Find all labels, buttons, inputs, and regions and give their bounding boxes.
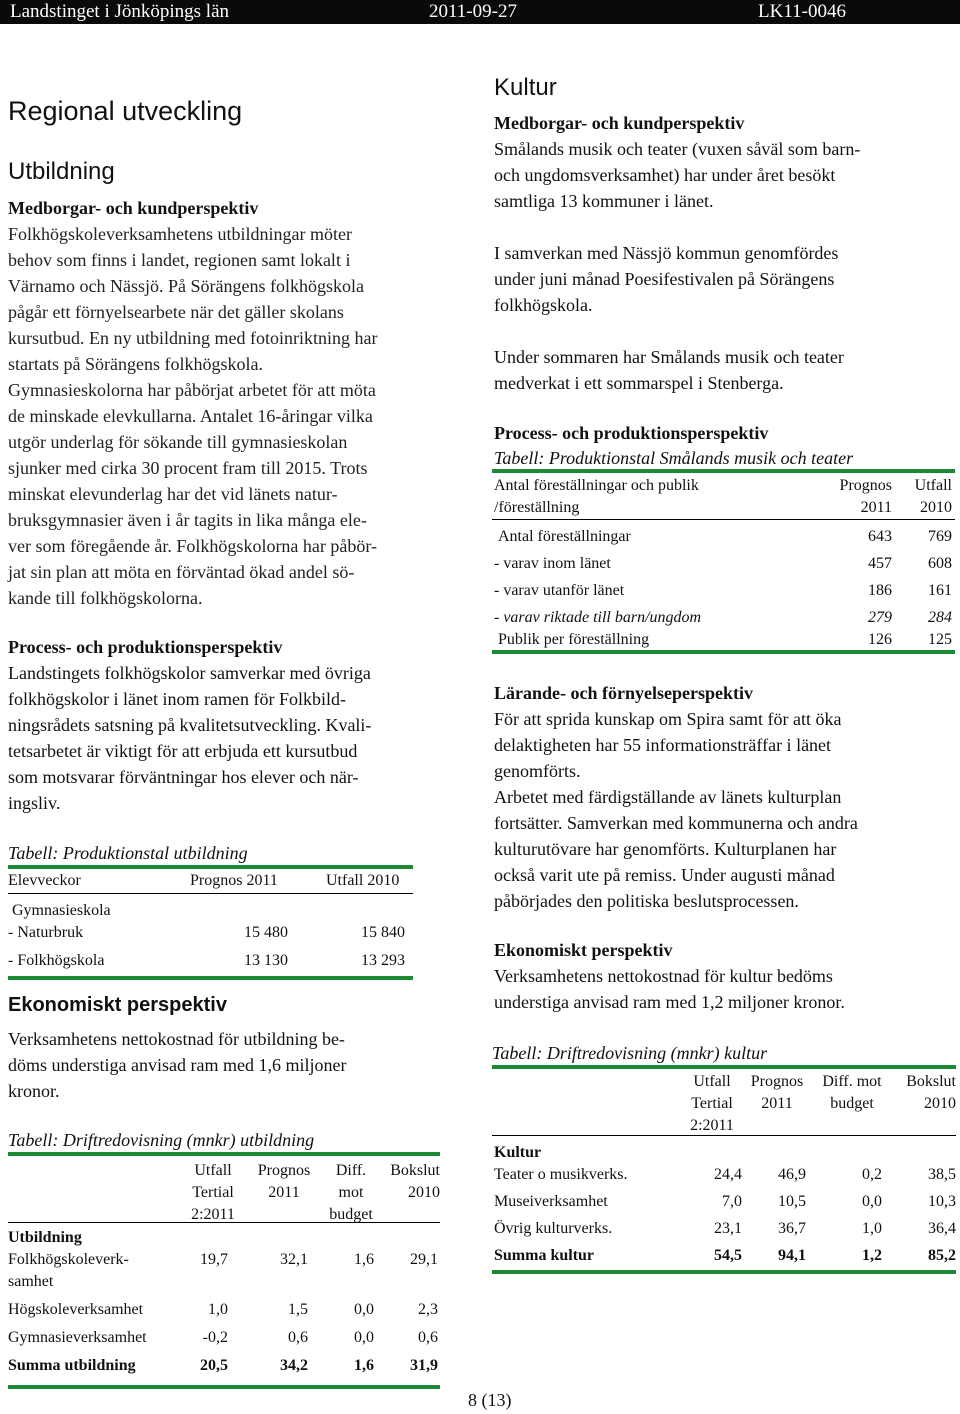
header-line: Diff. [335, 1162, 367, 1179]
table-cell: 0,6 [418, 1329, 438, 1346]
table-title: Tabell: Produktionstal Smålands musik och teater [494, 448, 854, 468]
table-sum-label: Summa kultur [494, 1247, 595, 1264]
header-line: mot [338, 1184, 364, 1201]
column-header [380, 1160, 440, 1204]
subheading-economic-perspective: Ekonomiskt perspektiv [8, 994, 227, 1016]
header-reference: LK11-0046 [758, 1, 846, 22]
subheading-economic-perspective: Ekonomiskt perspektiv [494, 940, 673, 960]
table-title: Tabell: Driftredovisning (mnkr) kultur [492, 1043, 768, 1063]
text-line: de minskade elevkullarna. Antalet 16-åringar vilka [8, 406, 373, 426]
text-line: under juni månad Poesifestivalen på Sörängens [494, 269, 835, 289]
culture-process-block [494, 420, 956, 470]
table-cell: 85,2 [928, 1247, 956, 1264]
table-cell: 46,9 [778, 1166, 806, 1183]
table-cell: 1,5 [288, 1301, 308, 1318]
header-line: budget [329, 1206, 373, 1223]
header-line: 2010 [920, 499, 952, 516]
table-cell: 284 [928, 609, 952, 626]
text-line: Arbetet med färdigställande av länets kulturplan [494, 787, 842, 807]
table-row-label: - varav utanför länet [494, 582, 625, 599]
column-header [253, 1160, 315, 1204]
text-line: som motsvarar förväntningar hos elever och när- [8, 767, 359, 787]
table-row-label: Museiverksamhet [494, 1193, 608, 1210]
table-cell: 38,5 [928, 1166, 956, 1183]
header-line: 2:2011 [191, 1206, 235, 1223]
table-body [8, 894, 413, 976]
table-group-label: Kultur [494, 1144, 542, 1161]
education-process-block [8, 634, 468, 816]
subheading-learning-perspective: Lärande- och förnyelseperspektiv [494, 683, 753, 703]
header-organization: Landstinget i Jönköpings län [10, 1, 230, 22]
text-line: ingsliv. [8, 793, 61, 813]
table-cell: 20,5 [200, 1357, 228, 1374]
table-row-label: - Naturbruk [8, 924, 84, 941]
text-line: ningsrådets satsning på kvalitetsutveckling. Kvali- [8, 715, 372, 735]
education-operating-table [8, 1128, 440, 1389]
table-rule [8, 1385, 440, 1389]
table-group-label: Gymnasieskola [12, 902, 111, 919]
text-line: folkhögskolor i länet inom ramen för Folkbild- [8, 689, 346, 709]
text-line: startats på Sörängens folkhögskola. [8, 354, 263, 374]
column-header [892, 1071, 956, 1115]
table-row-label: - varav inom länet [494, 555, 611, 572]
table-cell: 1,6 [354, 1251, 374, 1268]
text-line: I samverkan med Nässjö kommun genomfördes [494, 243, 839, 263]
education-citizen-block [8, 195, 468, 611]
table-body [8, 1223, 440, 1385]
text-line: folkhögskola. [494, 295, 593, 315]
culture-operating-table [492, 1041, 956, 1274]
table-cell: 186 [868, 582, 892, 599]
table-cell: 1,0 [862, 1220, 882, 1237]
table-row-label: Publik per föreställning [498, 631, 650, 648]
culture-economy-block [494, 937, 956, 1015]
table-cell: 1,0 [208, 1301, 228, 1318]
table-cell: 2,3 [418, 1301, 438, 1318]
column-header [494, 475, 699, 519]
text-line: Landstingets folkhögskolor samverkar med övriga [8, 663, 371, 683]
column-header [183, 1160, 243, 1226]
header-line: Diff. mot [822, 1073, 882, 1090]
left-column [8, 96, 468, 127]
education-section [8, 158, 468, 186]
table-cell: 32,1 [280, 1251, 308, 1268]
table-cell: 769 [928, 528, 952, 545]
header-line: 2011 [860, 499, 892, 516]
header-line: Antal föreställningar och publik [494, 477, 699, 494]
text-line: samtliga 13 kommuner i länet. [494, 191, 714, 211]
table-cell: 0,0 [862, 1193, 882, 1210]
table-header-row [8, 1156, 440, 1222]
text-line: Under sommaren har Smålands musik och teater [494, 347, 844, 367]
table-row-label: samhet [8, 1273, 54, 1290]
subheading-citizen-perspective: Medborgar- och kundperspektiv [8, 198, 259, 218]
text-line: kulturutövare har genomförts. Kulturplanen har [494, 839, 837, 859]
table-cell: 36,4 [928, 1220, 956, 1237]
table-cell: 15 480 [244, 924, 288, 941]
column-header [682, 1071, 742, 1137]
subheading-citizen-perspective: Medborgar- och kundperspektiv [494, 113, 745, 133]
column-header [814, 1071, 890, 1115]
header-line: 2011 [268, 1184, 300, 1201]
text-line: Värnamo och Nässjö. På Sörängens folkhögskola [8, 276, 364, 296]
header-line: Tertial [691, 1095, 733, 1112]
table-header-row [492, 1069, 956, 1135]
text-line: ver som föregående år. Folkhögskolorna har påbör- [8, 536, 378, 556]
text-line: delaktigheten har 55 informationsträffar i länet [494, 735, 832, 755]
table-row-label: Högskoleverksamhet [8, 1301, 144, 1318]
column-header [822, 475, 892, 519]
header-line: 2011 [761, 1095, 793, 1112]
table-cell: 643 [868, 528, 892, 545]
table-cell: 1,6 [354, 1357, 374, 1374]
table-row-label: Övrig kulturverks. [494, 1220, 613, 1237]
table-row-label: Teater o musikverks. [494, 1166, 628, 1183]
header-line: Prognos [750, 1073, 804, 1090]
header-line: Bokslut [390, 1162, 440, 1179]
page-title: Regional utveckling [8, 96, 243, 126]
text-line: påbörjades den politiska beslutsprocessen. [494, 891, 799, 911]
text-line: sjunker med cirka 30 procent fram till 2015. Trots [8, 458, 368, 478]
page-number: 8 (13) [468, 1390, 512, 1410]
table-cell: 29,1 [410, 1251, 438, 1268]
column-header: Utfall 2010 [326, 872, 400, 889]
text-line: och ungdomsverksamhet) har under året besökt [494, 165, 836, 185]
table-body [492, 520, 955, 650]
column-header [325, 1160, 377, 1226]
column-header [892, 475, 952, 519]
header-line: Utfall [693, 1073, 731, 1090]
table-cell: 23,1 [714, 1220, 742, 1237]
table-cell: 34,2 [280, 1357, 308, 1374]
table-cell: -0,2 [202, 1329, 228, 1346]
header-line: 2:2011 [690, 1117, 734, 1134]
subheading-process-perspective: Process- och produktionsperspektiv [8, 637, 283, 657]
text-line: Verksamhetens nettokostnad för kultur bedöms [494, 966, 833, 986]
text-line: fortsätter. Samverkan med kommunerna och andra [494, 813, 858, 833]
table-cell: 0,0 [354, 1301, 374, 1318]
table-cell: 54,5 [714, 1247, 742, 1264]
culture-learning-block [494, 680, 956, 914]
text-line: kande till folkhögskolorna. [8, 588, 203, 608]
text-line: pågår ett förnyelsearbete när det gäller skolans [8, 302, 344, 322]
column-header [742, 1071, 812, 1115]
text-line: behov som finns i landet, regionen samt lokalt i [8, 250, 351, 270]
subheading-process-perspective: Process- och produktionsperspektiv [494, 423, 769, 443]
table-title: Tabell: Driftredovisning (mnkr) utbildning [8, 1130, 315, 1150]
text-line: Gymnasieskolorna har påbörjat arbetet för att möta [8, 380, 376, 400]
header-line: 2010 [924, 1095, 956, 1112]
table-row-label: Gymnasieverksamhet [8, 1329, 147, 1346]
header-line: Utfall [914, 477, 952, 494]
text-line: döms understiga anvisad ram med 1,6 miljoner [8, 1055, 347, 1075]
table-header-row [8, 869, 413, 893]
table-title: Tabell: Produktionstal utbildning [8, 843, 248, 863]
text-line: Smålands musik och teater (vuxen såväl som barn- [494, 139, 861, 159]
table-rule [8, 976, 413, 980]
text-line: kronor. [8, 1081, 60, 1101]
header-date: 2011-09-27 [429, 1, 517, 22]
header-line: budget [830, 1095, 874, 1112]
header-line: Prognos [257, 1162, 311, 1179]
table-row-label: - Folkhögskola [8, 952, 105, 969]
education-economy-block [8, 992, 468, 1104]
text-line: jat sin plan att möta en förväntad ökad andel sö- [8, 562, 355, 582]
table-cell: 13 293 [361, 952, 405, 969]
text-line: minskat elevunderlag har det vid länets natur- [8, 484, 338, 504]
table-cell: 7,0 [722, 1193, 742, 1210]
text-line: För att sprida kunskap om Spira samt för att öka [494, 709, 842, 729]
table-sum-label: Summa utbildning [8, 1357, 136, 1374]
culture-production-table [492, 469, 955, 654]
table-cell: 1,2 [862, 1247, 882, 1264]
table-cell: 10,5 [778, 1193, 806, 1210]
text-line: Verksamhetens nettokostnad för utbildning be- [8, 1029, 345, 1049]
table-cell: 0,0 [354, 1329, 374, 1346]
table-cell: 608 [928, 555, 952, 572]
header-line: Tertial [192, 1184, 234, 1201]
table-cell: 126 [868, 631, 892, 648]
table-cell: 0,2 [862, 1166, 882, 1183]
text-line: genomförts. [494, 761, 581, 781]
text-line: också varit ute på remiss. Under augusti månad [494, 865, 835, 885]
table-row-label: Folkhögskoleverk- [8, 1251, 129, 1268]
header-line: /föreställning [494, 499, 580, 516]
education-production-table [8, 841, 413, 980]
table-cell: 19,7 [200, 1251, 228, 1268]
table-cell: 13 130 [244, 952, 288, 969]
table-row-label: - varav riktade till barn/ungdom [494, 609, 702, 626]
table-cell: 161 [928, 582, 952, 599]
text-line: tetsarbetet är viktigt för att erbjuda ett kursutbud [8, 741, 358, 761]
table-cell: 0,6 [288, 1329, 308, 1346]
table-cell: 457 [868, 555, 892, 572]
section-heading-utbildning: Utbildning [8, 158, 115, 185]
table-rule [492, 650, 955, 654]
table-row-label: Antal föreställningar [498, 528, 631, 545]
text-line: Folkhögskoleverksamhetens utbildningar möter [8, 224, 352, 244]
table-body [492, 1136, 956, 1270]
table-cell: 15 840 [361, 924, 405, 941]
text-line: utgör underlag för sökande till gymnasieskolan [8, 432, 348, 452]
table-cell: 24,4 [714, 1166, 742, 1183]
table-group-label: Utbildning [8, 1229, 82, 1246]
column-header: Elevveckor [8, 872, 81, 889]
header-line: 2010 [408, 1184, 440, 1201]
table-cell: 125 [928, 631, 952, 648]
column-header: Prognos 2011 [190, 872, 278, 889]
culture-section [494, 74, 956, 102]
table-cell: 31,9 [410, 1357, 438, 1374]
table-rule [492, 1270, 956, 1274]
header-line: Bokslut [906, 1073, 956, 1090]
header-line: Utfall [194, 1162, 232, 1179]
header-line: Prognos [839, 477, 892, 494]
culture-citizen-block [494, 110, 956, 396]
table-cell: 10,3 [928, 1193, 956, 1210]
table-cell: 279 [868, 609, 892, 626]
table-cell: 94,1 [778, 1247, 806, 1264]
table-cell: 36,7 [778, 1220, 806, 1237]
section-heading-kultur: Kultur [494, 74, 557, 101]
text-line: bruksgymnasier även i år tagits in lika många ele- [8, 510, 367, 530]
text-line: kursutbud. En ny utbildning med fotoinriktning har [8, 328, 378, 348]
table-header-row [492, 473, 955, 519]
text-line: medverkat i ett sommarspel i Stenberga. [494, 373, 784, 393]
text-line: understiga anvisad ram med 1,2 miljoner kronor. [494, 992, 845, 1012]
page-header-bar [0, 0, 960, 24]
